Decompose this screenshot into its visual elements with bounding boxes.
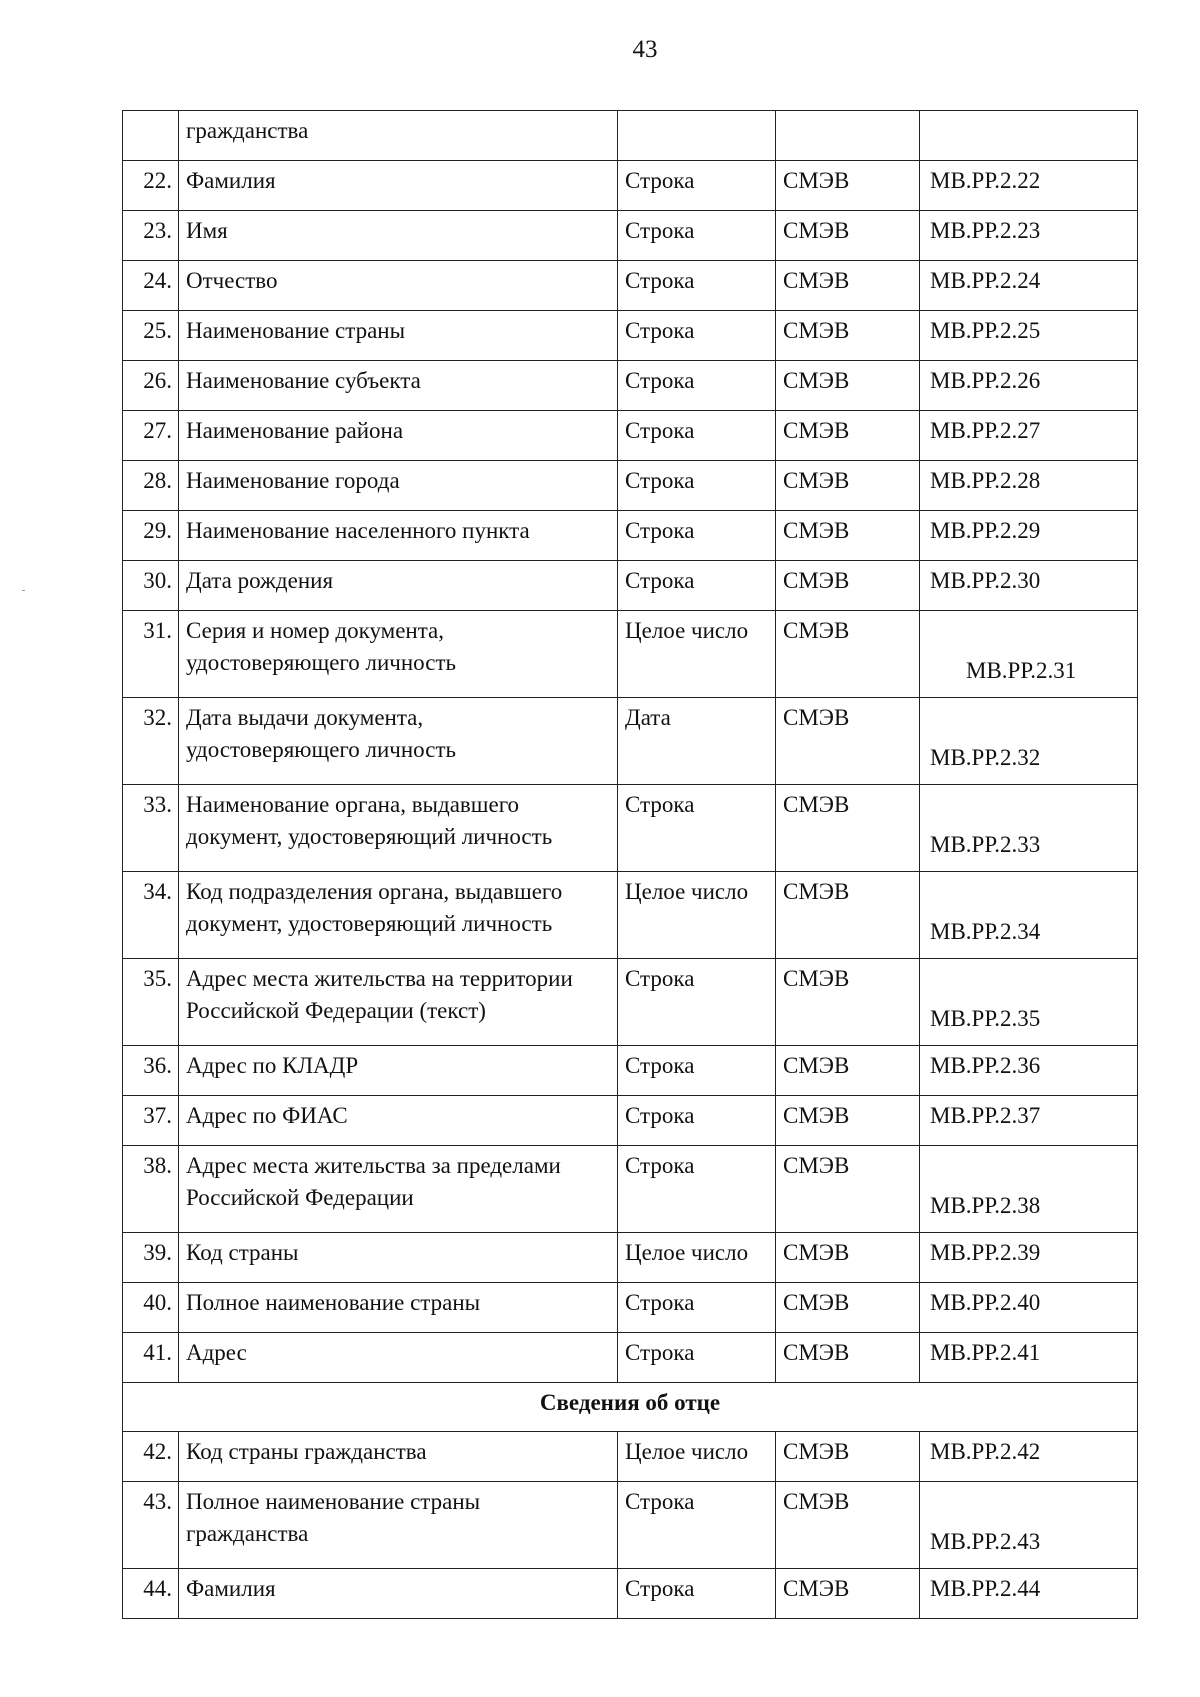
row-type: Целое число [618,611,776,698]
row-number: 23. [123,211,179,261]
table-row [123,1569,1138,1619]
row-type: Строка [618,411,776,461]
row-name: Наименование населенного пункта [179,511,618,561]
row-type: Целое число [618,1233,776,1283]
row-name: Фамилия [179,1569,618,1619]
row-code: МВ.РР.2.23 [920,211,1138,261]
row-type: Строка [618,561,776,611]
row-number [123,111,179,161]
row-number: 27. [123,411,179,461]
row-name-line: Адрес места жительства на территории [186,966,573,991]
row-name-line: гражданства [186,1521,309,1546]
table-row [123,1146,1138,1233]
row-name: Наименование субъекта [179,361,618,411]
row-name: Код страны [179,1233,618,1283]
table-row [123,1333,1138,1383]
row-code: МВ.РР.2.37 [920,1096,1138,1146]
row-source: СМЭВ [776,1482,920,1569]
row-code: МВ.РР.2.35 [920,959,1138,1046]
row-name: Код страны гражданства [179,1432,618,1482]
row-number: 35. [123,959,179,1046]
section-row [123,1383,1138,1432]
row-number: 42. [123,1432,179,1482]
row-code: МВ.РР.2.41 [920,1333,1138,1383]
row-name-line: Российской Федерации [186,1185,414,1210]
row-code: МВ.РР.2.36 [920,1046,1138,1096]
row-source: СМЭВ [776,959,920,1046]
row-name: Отчество [179,261,618,311]
row-name: Наименование района [179,411,618,461]
row-code: МВ.РР.2.30 [920,561,1138,611]
row-type: Строка [618,311,776,361]
table-row [123,561,1138,611]
row-number: 36. [123,1046,179,1096]
row-source: СМЭВ [776,785,920,872]
row-code: МВ.РР.2.42 [920,1432,1138,1482]
row-code: МВ.РР.2.33 [920,785,1138,872]
row-source: СМЭВ [776,1096,920,1146]
row-name: Адрес [179,1333,618,1383]
row-type: Строка [618,1569,776,1619]
table-row [123,1046,1138,1096]
row-type: Строка [618,261,776,311]
row-type [618,111,776,161]
row-name [179,785,618,872]
row-name [179,959,618,1046]
table-row [123,1432,1138,1482]
row-number: 29. [123,511,179,561]
row-source: СМЭВ [776,1146,920,1233]
row-source [776,111,920,161]
row-name-line: Российской Федерации (текст) [186,998,486,1023]
row-name-line: документ, удостоверяющий личность [186,911,553,936]
table-row [123,1482,1138,1569]
row-source: СМЭВ [776,1283,920,1333]
row-code: МВ.РР.2.32 [920,698,1138,785]
row-type: Строка [618,161,776,211]
table-row [123,872,1138,959]
row-number: 30. [123,561,179,611]
row-name: Наименование страны [179,311,618,361]
row-name [179,698,618,785]
row-source: СМЭВ [776,311,920,361]
row-source: СМЭВ [776,211,920,261]
row-source: СМЭВ [776,1333,920,1383]
row-number: 25. [123,311,179,361]
row-type: Строка [618,1283,776,1333]
row-number: 24. [123,261,179,311]
table-row [123,1233,1138,1283]
table-row [123,698,1138,785]
row-name: Наименование города [179,461,618,511]
row-number: 32. [123,698,179,785]
scan-artifact [22,590,25,591]
row-type: Строка [618,461,776,511]
row-name: Адрес по ФИАС [179,1096,618,1146]
row-number: 28. [123,461,179,511]
table-row [123,361,1138,411]
row-name [179,1482,618,1569]
row-name: Полное наименование страны [179,1283,618,1333]
row-type: Строка [618,1333,776,1383]
table-row [123,461,1138,511]
row-code: МВ.РР.2.22 [920,161,1138,211]
row-name: Имя [179,211,618,261]
row-number: 38. [123,1146,179,1233]
row-name: Дата рождения [179,561,618,611]
row-name-line: удостоверяющего личность [186,650,456,675]
row-name-line: Дата выдачи документа, [186,705,424,730]
row-code: МВ.РР.2.39 [920,1233,1138,1283]
row-source: СМЭВ [776,611,920,698]
row-code: МВ.РР.2.34 [920,872,1138,959]
section-title: Сведения об отце [123,1383,1138,1432]
row-number: 41. [123,1333,179,1383]
row-name [179,611,618,698]
row-number: 44. [123,1569,179,1619]
row-type: Строка [618,511,776,561]
row-source: СМЭВ [776,261,920,311]
row-code: МВ.РР.2.25 [920,311,1138,361]
row-type: Строка [618,1146,776,1233]
row-code [920,111,1138,161]
row-name-line: Код подразделения органа, выдавшего [186,879,563,904]
row-name-line: Полное наименование страны [186,1489,481,1514]
row-number: 34. [123,872,179,959]
row-code: МВ.РР.2.24 [920,261,1138,311]
row-type: Целое число [618,872,776,959]
row-name-line: Серия и номер документа, [186,618,445,643]
row-name-line: документ, удостоверяющий личность [186,824,553,849]
row-code: МВ.РР.2.26 [920,361,1138,411]
table-row [123,411,1138,461]
row-code: МВ.РР.2.44 [920,1569,1138,1619]
row-name [179,872,618,959]
row-source: СМЭВ [776,1432,920,1482]
row-name: Фамилия [179,161,618,211]
row-code: МВ.РР.2.31 [920,611,1138,698]
row-number: 43. [123,1482,179,1569]
row-source: СМЭВ [776,461,920,511]
row-type: Строка [618,361,776,411]
row-type: Строка [618,211,776,261]
table-row [123,959,1138,1046]
attributes-table [122,110,1138,1619]
table-row [123,261,1138,311]
row-source: СМЭВ [776,561,920,611]
row-source: СМЭВ [776,1233,920,1283]
row-name-line: Адрес места жительства за пределами [186,1153,561,1178]
row-source: СМЭВ [776,698,920,785]
row-name-line: Наименование органа, выдавшего [186,792,520,817]
row-source: СМЭВ [776,511,920,561]
row-number: 37. [123,1096,179,1146]
row-number: 39. [123,1233,179,1283]
row-type: Строка [618,785,776,872]
row-type: Строка [618,959,776,1046]
table-row [123,1283,1138,1333]
row-type: Дата [618,698,776,785]
table-row [123,161,1138,211]
table-row [123,785,1138,872]
row-code: МВ.РР.2.28 [920,461,1138,511]
row-code: МВ.РР.2.43 [920,1482,1138,1569]
table-row [123,111,1138,161]
row-name [179,1146,618,1233]
row-number: 31. [123,611,179,698]
row-type: Строка [618,1482,776,1569]
row-type: Строка [618,1046,776,1096]
row-number: 26. [123,361,179,411]
row-type: Целое число [618,1432,776,1482]
row-source: СМЭВ [776,411,920,461]
page-number: 43 [632,36,658,63]
row-number: 40. [123,1283,179,1333]
row-type: Строка [618,1096,776,1146]
row-code: МВ.РР.2.38 [920,1146,1138,1233]
row-name: гражданства [179,111,618,161]
row-name: Адрес по КЛАДР [179,1046,618,1096]
row-number: 33. [123,785,179,872]
row-name-line: удостоверяющего личность [186,737,456,762]
row-number: 22. [123,161,179,211]
row-source: СМЭВ [776,1046,920,1096]
table-row [123,311,1138,361]
row-code: МВ.РР.2.27 [920,411,1138,461]
table-row [123,511,1138,561]
table-row [123,611,1138,698]
row-source: СМЭВ [776,872,920,959]
table-row [123,211,1138,261]
row-source: СМЭВ [776,161,920,211]
row-code: МВ.РР.2.40 [920,1283,1138,1333]
row-source: СМЭВ [776,1569,920,1619]
row-code: МВ.РР.2.29 [920,511,1138,561]
table-row [123,1096,1138,1146]
row-source: СМЭВ [776,361,920,411]
